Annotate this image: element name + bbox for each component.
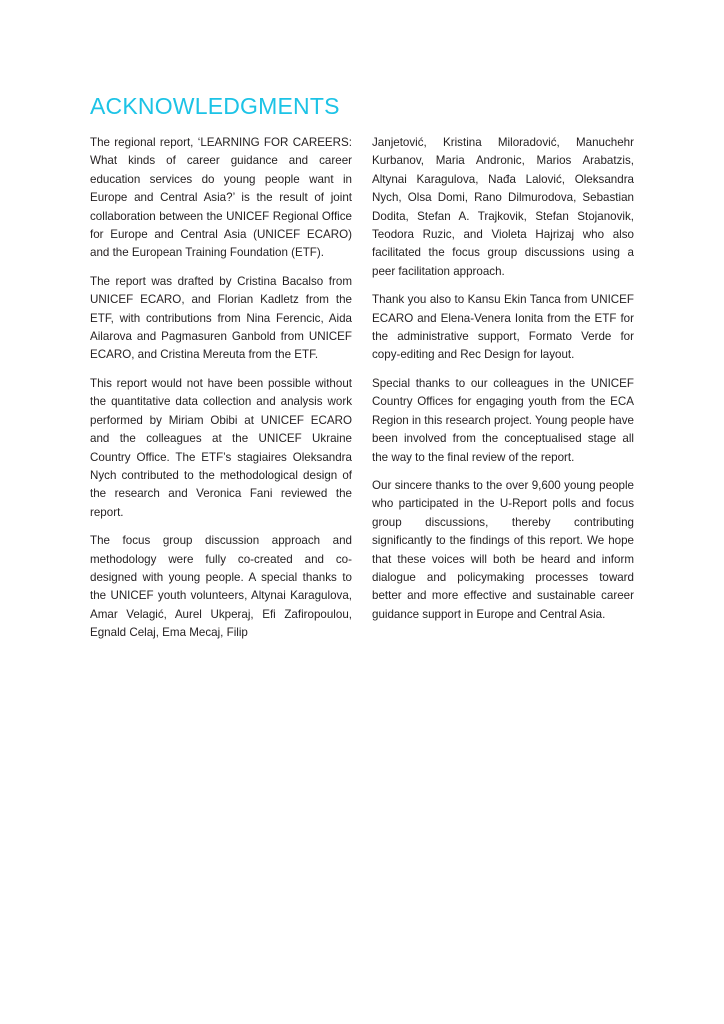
paragraph: Janjetović, Kristina Miloradović, Manuchehr Kurbanov, Maria Andronic, Marios Arabatzis, Altynai Karagulova, Nađa Lalović, Oleksandra Nych, Olsa Domi, Rano Dilmurodova, Sebastian Dodita, Stefan A. Trajkovik, Stefan Stojanovik, Teodora Ruzic, and Violeta Hajrizaj who also facilitated the focus group discussions using a peer facilitation approach. — [372, 136, 634, 278]
left-column — [90, 134, 352, 653]
paragraph: Thank you also to Kansu Ekin Tanca from UNICEF ECARO and Elena-Venera Ionita from the ETF for the administrative support, Formato Verde for copy-editing and Rec Design for layout. — [372, 293, 634, 362]
paragraph: This report would not have been possible without the quantitative data collection and analysis work performed by Miriam Obibi at UNICEF ECARO and the colleagues at the UNICEF Ukraine Country Office. The ETF’s stagiaires Oleksandra Nych contributed to the methodological design of the research and Veronica Fani reviewed the report. — [90, 376, 352, 519]
paragraph: Our sincere thanks to the over 9,600 young people who participated in the U-Report polls and focus group discussions, thereby contributing significantly to the findings of this report. We hope that these voices will both be heard and inform dialogue and policymaking processes toward better and more effective and sustainable career guidance support in Europe and Central Asia. — [372, 478, 634, 621]
paragraph: The focus group discussion approach and methodology were fully co-created and co-designed with young people. A special thanks to the UNICEF youth volunteers, Altynai Karagulova, Amar Velagić, Aurel Ukperaj, Efi Zafiropoulou, Egnald Celaj, Ema Mecaj, Filip — [90, 534, 352, 640]
paragraph: The regional report, ‘LEARNING FOR CAREERS: What kinds of career guidance and career education services do young people want in Europe and Central Asia?’ is the result of joint collaboration between the UNICEF Regional Office for Europe and Central Asia (UNICEF ECARO) and the European Training Foundation (ETF). — [90, 136, 352, 260]
paragraph: The report was drafted by Cristina Bacalso from UNICEF ECARO, and Florian Kadletz from the ETF, with contributions from Nina Ferencic, Aida Ailarova and Pagmasuren Ganbold from UNICEF ECARO, and Cristina Mereuta from the ETF. — [90, 274, 352, 362]
page-title: ACKNOWLEDGMENTS — [90, 93, 340, 119]
paragraph: Special thanks to our colleagues in the UNICEF Country Offices for engaging youth from the ECA Region in this research project. Young people have been involved from the conceptualised stage all the way to the final review of the report. — [372, 376, 634, 464]
right-column — [372, 134, 634, 634]
